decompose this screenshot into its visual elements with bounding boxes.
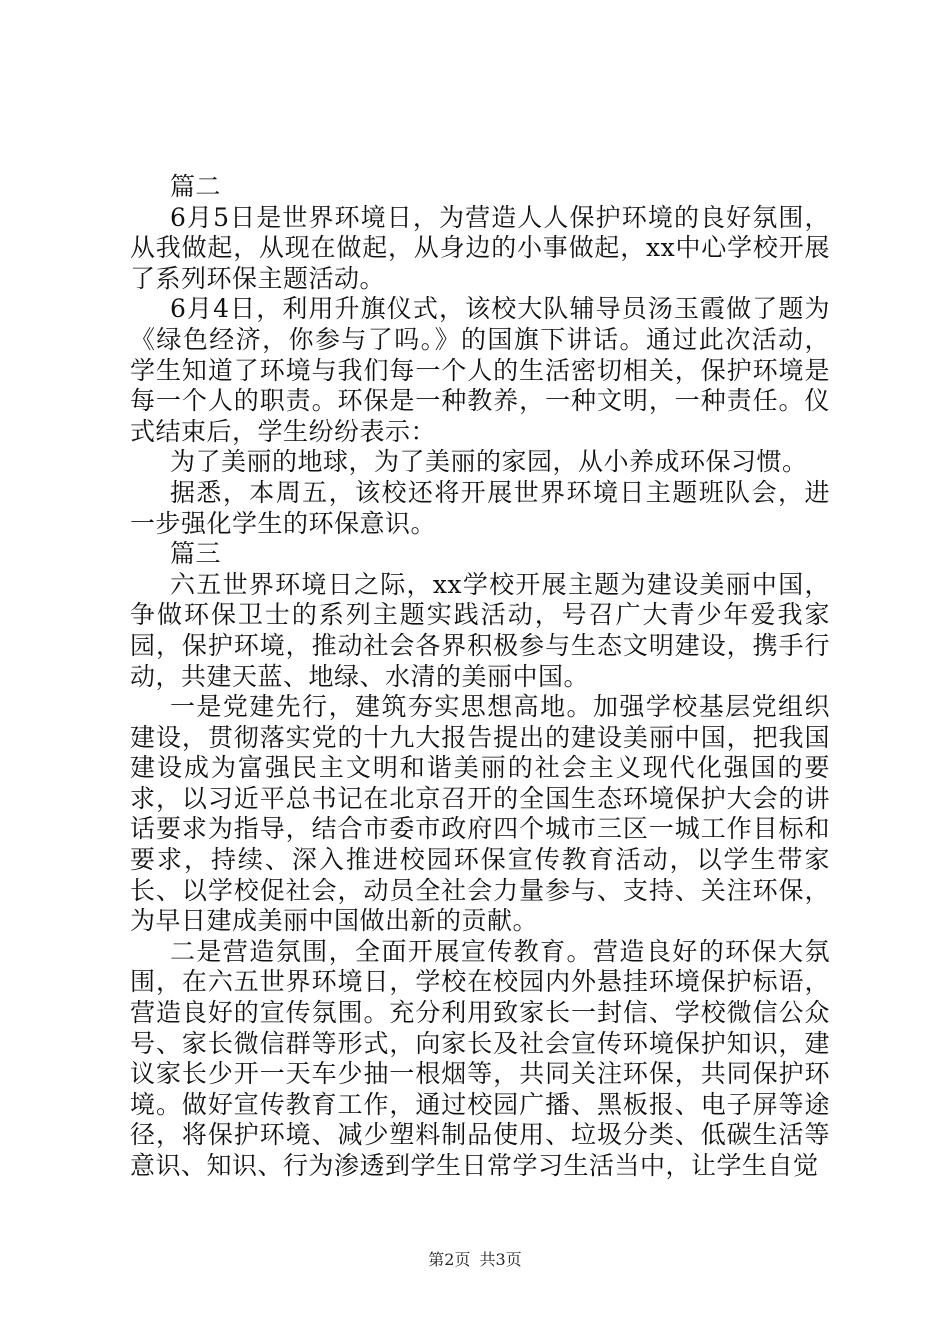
paragraph: 一是党建先行，建筑夯实思想高地。加强学校基层党组织建设，贯彻落实党的十九大报告提出的建设美丽中国，把我国建设成为富强民主文明和谐美丽的社会主义现代化强国的要求，以习近平总书记在北京召开的全国生态环境保护大会的讲话要求为指导，结合市委市政府四个城市三区一城工作目标和要求，持续、深入推进校园环保宣传教育活动，以学生带家长、以学校促社会，动员全社会力量参与、支持、关注环保，为早日建成美丽中国做出新的贡献。	[130, 692, 830, 936]
paragraph: 二是营造氛围，全面开展宣传教育。营造良好的环保大氛围，在六五世界环境日，学校在校园内外悬挂环境保护标语，营造良好的宣传氛围。充分利用致家长一封信、学校微信公众号、家长微信群等形式，向家长及社会宣传环境保护知识，建议家长少开一天车少抽一根烟等，共同关注环保，共同保护环境。做好宣传教育工作，通过校园广播、黑板报、电子屏等途径，将保护环境、减少塑料制品使用、垃圾分类、低碳生活等意识、知识、行为渗透到学生日常学习生活当中，让学生自觉	[130, 936, 830, 1180]
paragraph: 六五世界环境日之际，xx学校开展主题为建设美丽中国，争做环保卫士的系列主题实践活动，号召广大青少年爱我家园，保护环境，推动社会各界积极参与生态文明建设，携手行动，共建天蓝、地绿、水清的美丽中国。	[130, 569, 830, 691]
paragraph: 6月4日，利用升旗仪式，该校大队辅导员汤玉霞做了题为《绿色经济，你参与了吗。》的国旗下讲话。通过此次活动，学生知道了环境与我们每一个人的生活密切相关，保护环境是每一个人的职责。环保是一种教养，一种文明，一种责任。仪式结束后，学生纷纷表示：	[130, 294, 830, 446]
document-body	[130, 172, 830, 1182]
paragraph: 6月5日是世界环境日，为营造人人保护环境的良好氛围，从我做起，从现在做起，从身边的小事做起，xx中心学校开展了系列环保主题活动。	[130, 202, 830, 293]
page-total: 共3页	[479, 1250, 522, 1269]
paragraph: 为了美丽的地球，为了美丽的家园，从小养成环保习惯。	[170, 447, 808, 477]
section-heading: 篇二	[170, 172, 222, 201]
page-footer	[0, 1247, 950, 1270]
paragraph: 据悉，本周五，该校还将开展世界环境日主题班队会，进一步强化学生的环保意识。	[130, 477, 830, 538]
page-number: 第2页	[428, 1250, 471, 1269]
section-heading: 篇三	[170, 539, 222, 569]
